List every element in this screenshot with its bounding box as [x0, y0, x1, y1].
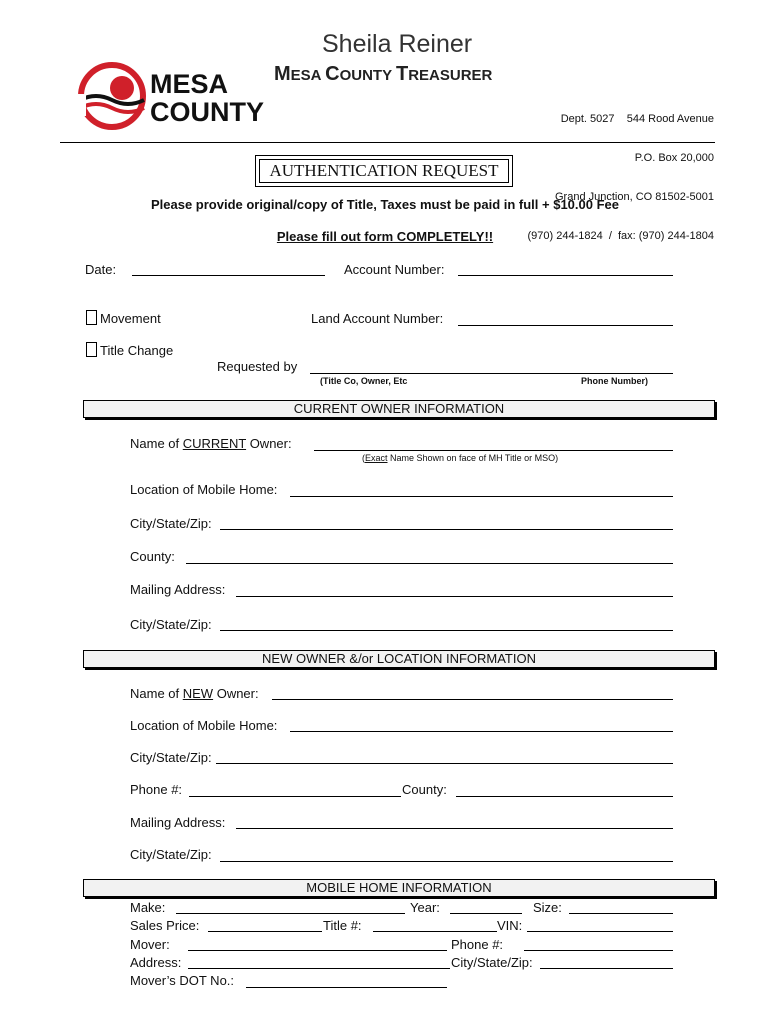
new-phone-field[interactable] [189, 796, 401, 797]
new-county-label: County: [402, 782, 447, 797]
new-city-field[interactable] [216, 763, 673, 764]
movement-checkbox[interactable] [86, 310, 97, 325]
form-title-box [255, 155, 513, 187]
new-city-label: City/State/Zip: [130, 750, 212, 765]
current-owner-heading-bar [83, 400, 715, 418]
movement-label: Movement [100, 311, 161, 326]
logo-text-mesa: MESA [150, 69, 229, 99]
new-location-field[interactable] [290, 731, 673, 732]
make-field[interactable] [176, 913, 405, 914]
new-owner-name-label: Name of NEW Owner: [130, 686, 259, 701]
treasurer-name: Sheila Reiner [322, 30, 473, 58]
requested-by-hint-right: Phone Number) [581, 376, 649, 386]
current-owner-name-label: Name of CURRENT Owner: [130, 436, 292, 451]
date-field[interactable] [132, 275, 325, 276]
office-title: MESA COUNTY TREASURER [274, 63, 493, 85]
mover-field[interactable] [188, 950, 447, 951]
current-mailing-city-label: City/State/Zip: [130, 617, 212, 632]
vin-field[interactable] [527, 931, 673, 932]
current-city-label: City/State/Zip: [130, 516, 212, 531]
size-field[interactable] [569, 913, 673, 914]
new-mailing-city-field[interactable] [220, 861, 673, 862]
mesa-county-logo-icon [78, 56, 146, 136]
requested-by-hint-left: (Title Co, Owner, Etc [320, 376, 408, 386]
new-county-field[interactable] [456, 796, 673, 797]
title-change-label: Title Change [100, 343, 174, 358]
size-label: Size: [533, 900, 562, 915]
new-mailing-city-label: City/State/Zip: [130, 847, 212, 862]
new-owner-name-field[interactable] [272, 699, 673, 700]
fill-note: Please fill out form COMPLETELY!! [276, 229, 494, 244]
new-owner-heading: NEW OWNER &/or LOCATION INFORMATION [262, 651, 536, 666]
land-account-field[interactable] [458, 325, 673, 326]
current-mailing-label: Mailing Address: [130, 582, 226, 597]
current-county-label: County: [130, 549, 175, 564]
new-phone-label: Phone #: [130, 782, 183, 797]
account-number-field[interactable] [458, 275, 673, 276]
year-label: Year: [410, 900, 440, 915]
year-field[interactable] [450, 913, 522, 914]
office-address: Dept. 5027 544 Rood Avenue P.O. Box 20,000 Grand Junction, CO 81502-5001 (970) 244-1824 / fax: (970) 244-1804 [527, 113, 714, 242]
current-location-field[interactable] [290, 496, 673, 497]
new-location-label: Location of Mobile Home: [130, 718, 278, 733]
mover-label: Mover: [130, 937, 170, 952]
mobile-home-heading: MOBILE HOME INFORMATION [306, 880, 492, 895]
account-number-label: Account Number: [344, 262, 445, 277]
date-label: Date: [85, 262, 117, 277]
new-mailing-label: Mailing Address: [130, 815, 226, 830]
mover-city-label: City/State/Zip: [451, 955, 533, 970]
new-owner-heading-bar [83, 650, 715, 668]
header-divider [60, 142, 715, 143]
requested-by-field[interactable] [310, 373, 673, 374]
sales-price-label: Sales Price: [130, 918, 200, 933]
title-number-label: Title #: [323, 918, 362, 933]
mover-city-field[interactable] [540, 968, 673, 969]
mover-phone-field[interactable] [524, 950, 673, 951]
make-label: Make: [130, 900, 166, 915]
mover-address-field[interactable] [188, 968, 450, 969]
logo-text-county: COUNTY [150, 97, 264, 127]
instruction-text: Please provide original/copy of Title, Taxes must be paid in full + $10.00 Fee [150, 197, 620, 212]
sales-price-field[interactable] [208, 931, 322, 932]
current-owner-name-field[interactable] [314, 450, 673, 451]
current-mailing-field[interactable] [236, 596, 673, 597]
current-location-label: Location of Mobile Home: [130, 482, 278, 497]
mover-dot-label: Mover’s DOT No.: [130, 973, 235, 988]
current-mailing-city-field[interactable] [220, 630, 673, 631]
form-title: AUTHENTICATION REQUEST [259, 159, 509, 183]
land-account-label: Land Account Number: [311, 311, 444, 326]
vin-label: VIN: [497, 918, 523, 933]
mover-phone-label: Phone #: [451, 937, 504, 952]
current-city-field[interactable] [220, 529, 673, 530]
current-owner-name-hint: (Exact Name Shown on face of MH Title or MSO) [362, 453, 559, 463]
new-mailing-field[interactable] [236, 828, 673, 829]
mover-dot-field[interactable] [246, 987, 447, 988]
current-owner-heading: CURRENT OWNER INFORMATION [293, 401, 505, 416]
mover-address-label: Address: [130, 955, 182, 970]
current-county-field[interactable] [186, 563, 673, 564]
mobile-home-heading-bar [83, 879, 715, 897]
title-change-checkbox[interactable] [86, 342, 97, 357]
requested-by-label: Requested by [217, 359, 298, 374]
title-number-field[interactable] [373, 931, 497, 932]
county-logo [78, 56, 264, 136]
